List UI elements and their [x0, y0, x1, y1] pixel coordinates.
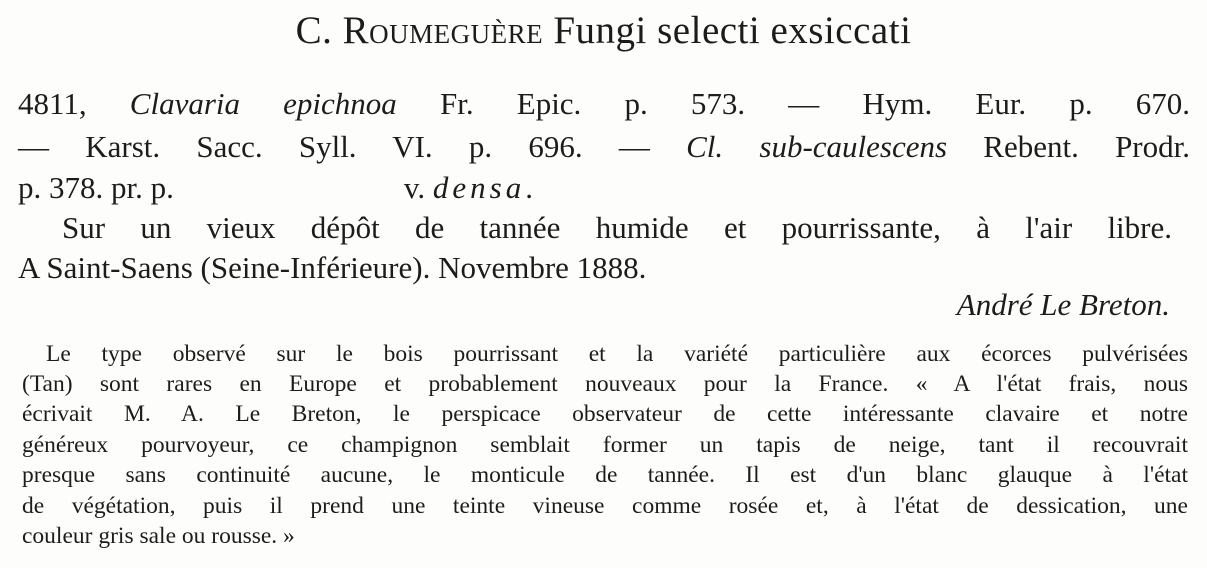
- note-line-4: généreux pourvoyeur, ce champignon semblait former un tapis de neige, tant il recouvrait: [22, 432, 1188, 458]
- species-name: Clavaria epichnoa: [129, 86, 397, 121]
- note-line-5: presque sans continuité aucune, le monticule de tannée. Il est d'un blanc glauque à l'état: [22, 462, 1188, 488]
- entry-line-1: [18, 86, 1190, 122]
- variety-prefix: v.: [403, 170, 426, 205]
- reference-2a: — Karst. Sacc. Syll. VI. p. 696. —: [18, 129, 650, 164]
- page-title: [0, 8, 1207, 53]
- author-name: C. Roumeguère: [295, 9, 544, 52]
- reference-2b: Rebent. Prodr.: [983, 129, 1190, 164]
- entry-line-3: [18, 170, 1190, 206]
- work-title: Fungi selecti exsiccati: [553, 9, 912, 52]
- note-line-3: écrivait M. A. Le Breton, le perspicace observateur de cette intéressante clavaire et notre: [22, 401, 1188, 427]
- habitat-text: Sur un vieux dépôt de tannée humide et pourrissante, à l'air libre.: [62, 210, 1172, 245]
- note-line-7: couleur gris sale ou rousse. »: [22, 523, 295, 549]
- synonym-name: Cl. sub-caulescens: [686, 129, 948, 164]
- collector-name: André Le Breton.: [956, 287, 1170, 322]
- reference-3: p. 378. pr. p.: [18, 170, 174, 205]
- entry-number: 4811,: [18, 86, 87, 121]
- entry-line-2: [18, 129, 1190, 165]
- reference-1: Fr. Epic. p. 573. — Hym. Eur. p. 670.: [439, 86, 1191, 121]
- variety-name: densa: [432, 170, 526, 205]
- note-line-2: (Tan) sont rares en Europe et probablement nouveaux pour la France. « A l'état frais, nous: [22, 371, 1188, 397]
- locality-text: A Saint-Saens (Seine-Inférieure). Novembre 1888.: [18, 250, 647, 285]
- note-line-1: Le type observé sur le bois pourrissant et la variété particulière aux écorces pulvérisées: [46, 341, 1188, 367]
- variety-suffix: .: [525, 170, 533, 205]
- note-line-6: de végétation, puis il prend une teinte vineuse comme rosée et, à l'état de dessication, une: [22, 493, 1188, 519]
